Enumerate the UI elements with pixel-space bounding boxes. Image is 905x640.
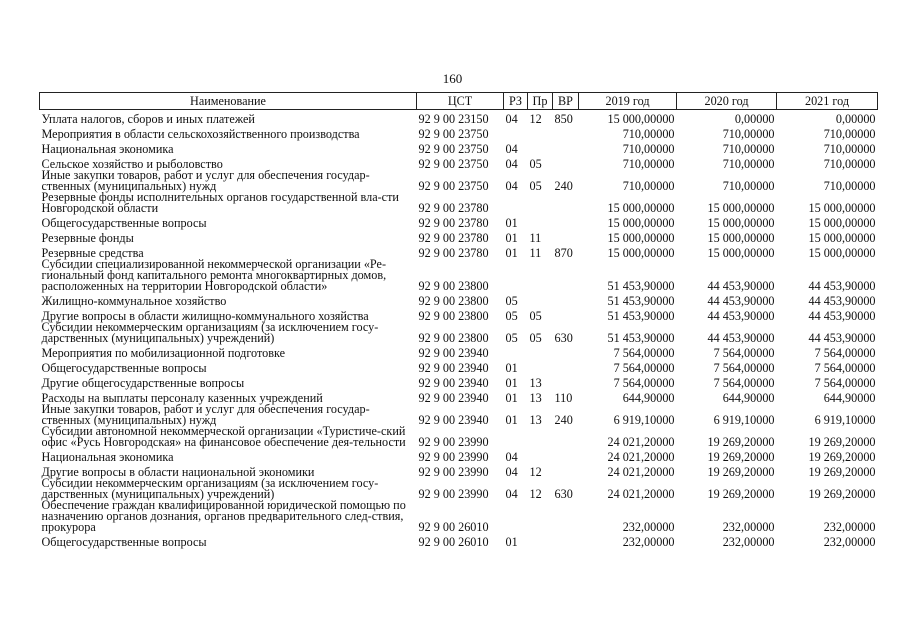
row-value-2021: 15 000,00000 bbox=[808, 201, 876, 215]
row-name: Резервные средства bbox=[41, 246, 144, 260]
row-name: Обеспечение граждан квалифицированной юридической помощью по назначению органов дознания, органов предварительного след-ствия, прокурора bbox=[41, 498, 406, 534]
table-row bbox=[40, 214, 878, 229]
row-name: Сельское хозяйство и рыболовство bbox=[41, 157, 223, 171]
row-pr: 11 bbox=[529, 246, 542, 260]
row-rz: 01 bbox=[505, 361, 518, 375]
table-row bbox=[40, 259, 878, 292]
row-value-2020: 0,00000 bbox=[734, 112, 775, 126]
row-pr bbox=[528, 125, 553, 140]
row-vr bbox=[553, 359, 579, 374]
row-rz: 04 bbox=[505, 142, 518, 156]
row-cst: 92 9 00 23780 bbox=[418, 216, 489, 230]
row-value-2021: 710,00000 bbox=[823, 179, 876, 193]
row-cst: 92 9 00 23990 bbox=[418, 435, 489, 449]
row-value-2019: 51 453,90000 bbox=[607, 309, 675, 323]
row-pr: 12 bbox=[529, 465, 542, 479]
header-2021: 2021 год bbox=[777, 93, 878, 110]
row-name: Расходы на выплаты персоналу казенных учреждений bbox=[41, 391, 323, 405]
row-value-2019: 15 000,00000 bbox=[607, 246, 675, 260]
row-value-2021: 15 000,00000 bbox=[808, 216, 876, 230]
row-vr bbox=[553, 344, 579, 359]
row-value-2020: 44 453,90000 bbox=[707, 309, 775, 323]
row-vr bbox=[553, 374, 579, 389]
table-row bbox=[40, 125, 878, 140]
row-name: Общегосударственные вопросы bbox=[41, 535, 207, 549]
table-row bbox=[40, 404, 878, 426]
row-value-2020: 710,00000 bbox=[722, 142, 775, 156]
row-rz bbox=[504, 192, 528, 214]
row-pr bbox=[528, 292, 553, 307]
row-cst: 92 9 00 23780 bbox=[418, 231, 489, 245]
row-name: Резервные фонды bbox=[41, 231, 134, 245]
row-pr: 13 bbox=[529, 391, 542, 405]
row-rz: 04 bbox=[505, 157, 518, 171]
row-pr bbox=[528, 448, 553, 463]
row-value-2021: 710,00000 bbox=[823, 142, 876, 156]
row-value-2020: 7 564,00000 bbox=[713, 376, 775, 390]
header-rz: РЗ bbox=[504, 93, 528, 110]
row-value-2020: 19 269,20000 bbox=[707, 435, 775, 449]
row-name: Мероприятия в области сельскохозяйственного производства bbox=[41, 127, 360, 141]
row-cst: 92 9 00 23940 bbox=[418, 361, 489, 375]
table-row bbox=[40, 292, 878, 307]
table-row bbox=[40, 322, 878, 344]
row-value-2020: 19 269,20000 bbox=[707, 465, 775, 479]
row-vr: 630 bbox=[554, 331, 573, 345]
row-vr bbox=[553, 229, 579, 244]
row-rz bbox=[504, 125, 528, 140]
row-cst: 92 9 00 23990 bbox=[418, 487, 489, 501]
row-value-2021: 19 269,20000 bbox=[808, 435, 876, 449]
row-value-2021: 6 919,10000 bbox=[814, 413, 876, 427]
row-value-2020: 644,90000 bbox=[722, 391, 775, 405]
row-vr: 240 bbox=[554, 179, 573, 193]
row-value-2019: 710,00000 bbox=[622, 142, 675, 156]
header-2020: 2020 год bbox=[677, 93, 777, 110]
page-number: 160 bbox=[442, 71, 463, 86]
table-row bbox=[40, 192, 878, 214]
row-cst: 92 9 00 23800 bbox=[418, 309, 489, 323]
row-value-2021: 15 000,00000 bbox=[808, 246, 876, 260]
row-rz bbox=[504, 344, 528, 359]
row-vr: 870 bbox=[554, 246, 573, 260]
header-row bbox=[40, 93, 878, 110]
row-cst: 92 9 00 23800 bbox=[418, 294, 489, 308]
row-value-2020: 7 564,00000 bbox=[713, 361, 775, 375]
row-rz: 01 bbox=[505, 535, 518, 549]
row-cst: 92 9 00 23150 bbox=[418, 112, 489, 126]
row-value-2021: 7 564,00000 bbox=[814, 346, 876, 360]
row-vr: 240 bbox=[554, 413, 573, 427]
row-value-2020: 6 919,10000 bbox=[713, 413, 775, 427]
row-pr bbox=[528, 533, 553, 548]
row-vr: 850 bbox=[554, 112, 573, 126]
table-row bbox=[40, 500, 878, 533]
row-rz: 04 bbox=[505, 487, 518, 501]
row-value-2020: 19 269,20000 bbox=[707, 487, 775, 501]
row-value-2020: 19 269,20000 bbox=[707, 450, 775, 464]
row-value-2021: 0,00000 bbox=[835, 112, 876, 126]
table-row bbox=[40, 140, 878, 155]
row-value-2021: 19 269,20000 bbox=[808, 450, 876, 464]
table-row bbox=[40, 448, 878, 463]
row-value-2021: 644,90000 bbox=[823, 391, 876, 405]
row-value-2021: 7 564,00000 bbox=[814, 376, 876, 390]
row-value-2020: 15 000,00000 bbox=[707, 216, 775, 230]
row-value-2021: 710,00000 bbox=[823, 127, 876, 141]
row-value-2019: 51 453,90000 bbox=[607, 294, 675, 308]
row-vr bbox=[553, 463, 579, 478]
row-value-2020: 710,00000 bbox=[722, 157, 775, 171]
row-rz: 04 bbox=[505, 112, 518, 126]
row-value-2021: 44 453,90000 bbox=[808, 331, 876, 345]
row-value-2021: 15 000,00000 bbox=[808, 231, 876, 245]
row-vr bbox=[553, 214, 579, 229]
row-vr bbox=[553, 533, 579, 548]
table-row bbox=[40, 478, 878, 500]
row-pr bbox=[528, 359, 553, 374]
row-name: Национальная экономика bbox=[41, 142, 174, 156]
row-value-2021: 44 453,90000 bbox=[808, 294, 876, 308]
row-value-2019: 6 919,10000 bbox=[613, 413, 675, 427]
table-row bbox=[40, 110, 878, 126]
row-value-2019: 710,00000 bbox=[622, 157, 675, 171]
table-row bbox=[40, 344, 878, 359]
row-cst: 92 9 00 23780 bbox=[418, 246, 489, 260]
row-name: Мероприятия по мобилизационной подготовке bbox=[41, 346, 286, 360]
row-name: Иные закупки товаров, работ и услуг для обеспечения государ-ственных (муниципальных) нужд bbox=[41, 168, 370, 193]
row-value-2020: 232,00000 bbox=[722, 520, 775, 534]
row-name: Другие вопросы в области жилищно-коммунального хозяйства bbox=[41, 309, 369, 323]
row-name: Другие вопросы в области национальной экономики bbox=[41, 465, 315, 479]
row-value-2021: 7 564,00000 bbox=[814, 361, 876, 375]
row-pr: 05 bbox=[529, 179, 542, 193]
row-vr bbox=[553, 259, 579, 292]
row-rz bbox=[504, 426, 528, 448]
row-rz: 05 bbox=[505, 331, 518, 345]
header-cst: ЦСТ bbox=[417, 93, 504, 110]
row-cst: 92 9 00 26010 bbox=[418, 520, 489, 534]
header-name: Наименование bbox=[40, 93, 417, 110]
table-row bbox=[40, 533, 878, 548]
header-pr: Пр bbox=[528, 93, 553, 110]
row-value-2020: 15 000,00000 bbox=[707, 231, 775, 245]
row-vr bbox=[553, 192, 579, 214]
row-cst: 92 9 00 23800 bbox=[418, 331, 489, 345]
row-cst: 92 9 00 23940 bbox=[418, 391, 489, 405]
row-name: Уплата налогов, сборов и иных платежей bbox=[41, 112, 255, 126]
row-value-2020: 710,00000 bbox=[722, 179, 775, 193]
budget-table bbox=[39, 92, 878, 548]
row-pr bbox=[528, 500, 553, 533]
row-rz: 04 bbox=[505, 450, 518, 464]
row-value-2020: 710,00000 bbox=[722, 127, 775, 141]
row-value-2019: 710,00000 bbox=[622, 179, 675, 193]
row-name: Субсидии автономной некоммерческой организации «Туристиче-ский офис «Русь Новгородская» на финансовое обеспечение дея-тельности bbox=[41, 424, 406, 449]
row-pr: 13 bbox=[529, 376, 542, 390]
row-cst: 92 9 00 23750 bbox=[418, 142, 489, 156]
row-cst: 92 9 00 23990 bbox=[418, 450, 489, 464]
table-body bbox=[40, 110, 878, 549]
row-rz bbox=[504, 500, 528, 533]
row-value-2019: 51 453,90000 bbox=[607, 279, 675, 293]
row-value-2019: 15 000,00000 bbox=[607, 216, 675, 230]
row-cst: 92 9 00 23940 bbox=[418, 346, 489, 360]
row-vr bbox=[553, 292, 579, 307]
row-vr bbox=[553, 155, 579, 170]
row-cst: 92 9 00 23750 bbox=[418, 179, 489, 193]
row-name: Общегосударственные вопросы bbox=[41, 361, 207, 375]
row-rz: 01 bbox=[505, 246, 518, 260]
header-2019: 2019 год bbox=[579, 93, 677, 110]
row-name: Субсидии некоммерческим организациям (за исключением госу-дарственных (муниципальных) учреждений) bbox=[41, 476, 379, 501]
row-value-2019: 24 021,20000 bbox=[607, 435, 675, 449]
row-vr bbox=[553, 307, 579, 322]
row-rz: 01 bbox=[505, 216, 518, 230]
row-pr: 11 bbox=[529, 231, 542, 245]
row-value-2020: 232,00000 bbox=[722, 535, 775, 549]
row-vr bbox=[553, 426, 579, 448]
row-vr bbox=[553, 140, 579, 155]
row-vr bbox=[553, 500, 579, 533]
row-value-2019: 24 021,20000 bbox=[607, 450, 675, 464]
row-value-2021: 44 453,90000 bbox=[808, 279, 876, 293]
row-name: Жилищно-коммунальное хозяйство bbox=[41, 294, 227, 308]
row-value-2021: 19 269,20000 bbox=[808, 465, 876, 479]
row-value-2019: 7 564,00000 bbox=[613, 346, 675, 360]
row-name: Иные закупки товаров, работ и услуг для обеспечения государ-ственных (муниципальных) нужд bbox=[41, 402, 370, 427]
row-name: Субсидии специализированной некоммерческой организации «Ре-гиональный фонд капитального ремонта многоквартирных домов, расположенных на территории Новгородской области» bbox=[41, 257, 387, 293]
row-vr: 110 bbox=[554, 391, 573, 405]
row-value-2021: 710,00000 bbox=[823, 157, 876, 171]
row-rz: 04 bbox=[505, 179, 518, 193]
row-rz: 05 bbox=[505, 309, 518, 323]
row-name: Другие общегосударственные вопросы bbox=[41, 376, 245, 390]
row-value-2020: 15 000,00000 bbox=[707, 246, 775, 260]
row-rz bbox=[504, 259, 528, 292]
row-pr bbox=[528, 344, 553, 359]
row-pr: 05 bbox=[529, 309, 542, 323]
row-name: Субсидии некоммерческим организациям (за исключением госу-дарственных (муниципальных) учреждений) bbox=[41, 320, 379, 345]
row-rz: 01 bbox=[505, 391, 518, 405]
row-value-2021: 232,00000 bbox=[823, 520, 876, 534]
row-cst: 92 9 00 23800 bbox=[418, 279, 489, 293]
row-pr bbox=[528, 140, 553, 155]
row-pr: 12 bbox=[529, 112, 542, 126]
row-value-2019: 710,00000 bbox=[622, 127, 675, 141]
row-cst: 92 9 00 23780 bbox=[418, 201, 489, 215]
row-value-2020: 15 000,00000 bbox=[707, 201, 775, 215]
table-row bbox=[40, 359, 878, 374]
row-value-2021: 232,00000 bbox=[823, 535, 876, 549]
row-cst: 92 9 00 23940 bbox=[418, 413, 489, 427]
row-rz: 01 bbox=[505, 376, 518, 390]
row-value-2019: 7 564,00000 bbox=[613, 361, 675, 375]
row-vr bbox=[553, 125, 579, 140]
row-cst: 92 9 00 23940 bbox=[418, 376, 489, 390]
row-pr: 05 bbox=[529, 331, 542, 345]
row-value-2019: 7 564,00000 bbox=[613, 376, 675, 390]
row-rz: 01 bbox=[505, 413, 518, 427]
row-value-2019: 24 021,20000 bbox=[607, 465, 675, 479]
row-value-2019: 51 453,90000 bbox=[607, 331, 675, 345]
row-value-2020: 44 453,90000 bbox=[707, 294, 775, 308]
row-vr bbox=[553, 448, 579, 463]
row-pr: 12 bbox=[529, 487, 542, 501]
row-cst: 92 9 00 23750 bbox=[418, 157, 489, 171]
row-value-2019: 15 000,00000 bbox=[607, 112, 675, 126]
row-pr: 05 bbox=[529, 157, 542, 171]
row-value-2020: 44 453,90000 bbox=[707, 331, 775, 345]
row-rz: 05 bbox=[505, 294, 518, 308]
row-pr bbox=[528, 259, 553, 292]
row-rz: 01 bbox=[505, 231, 518, 245]
row-value-2019: 15 000,00000 bbox=[607, 201, 675, 215]
row-rz: 04 bbox=[505, 465, 518, 479]
row-name: Общегосударственные вопросы bbox=[41, 216, 207, 230]
row-value-2019: 15 000,00000 bbox=[607, 231, 675, 245]
row-vr: 630 bbox=[554, 487, 573, 501]
row-value-2019: 232,00000 bbox=[622, 535, 675, 549]
row-value-2021: 44 453,90000 bbox=[808, 309, 876, 323]
row-name: Резервные фонды исполнительных органов государственной вла-сти Новгородской области bbox=[41, 190, 399, 215]
row-value-2020: 44 453,90000 bbox=[707, 279, 775, 293]
row-value-2019: 232,00000 bbox=[622, 520, 675, 534]
table-row bbox=[40, 426, 878, 448]
row-value-2019: 644,90000 bbox=[622, 391, 675, 405]
row-pr bbox=[528, 192, 553, 214]
table-row bbox=[40, 229, 878, 244]
table-row bbox=[40, 374, 878, 389]
row-cst: 92 9 00 26010 bbox=[418, 535, 489, 549]
row-cst: 92 9 00 23750 bbox=[418, 127, 489, 141]
table-row bbox=[40, 170, 878, 192]
row-pr: 13 bbox=[529, 413, 542, 427]
row-value-2019: 24 021,20000 bbox=[607, 487, 675, 501]
header-vr: ВР bbox=[553, 93, 579, 110]
row-value-2020: 7 564,00000 bbox=[713, 346, 775, 360]
row-cst: 92 9 00 23990 bbox=[418, 465, 489, 479]
row-pr bbox=[528, 214, 553, 229]
row-pr bbox=[528, 426, 553, 448]
row-value-2021: 19 269,20000 bbox=[808, 487, 876, 501]
row-name: Национальная экономика bbox=[41, 450, 174, 464]
